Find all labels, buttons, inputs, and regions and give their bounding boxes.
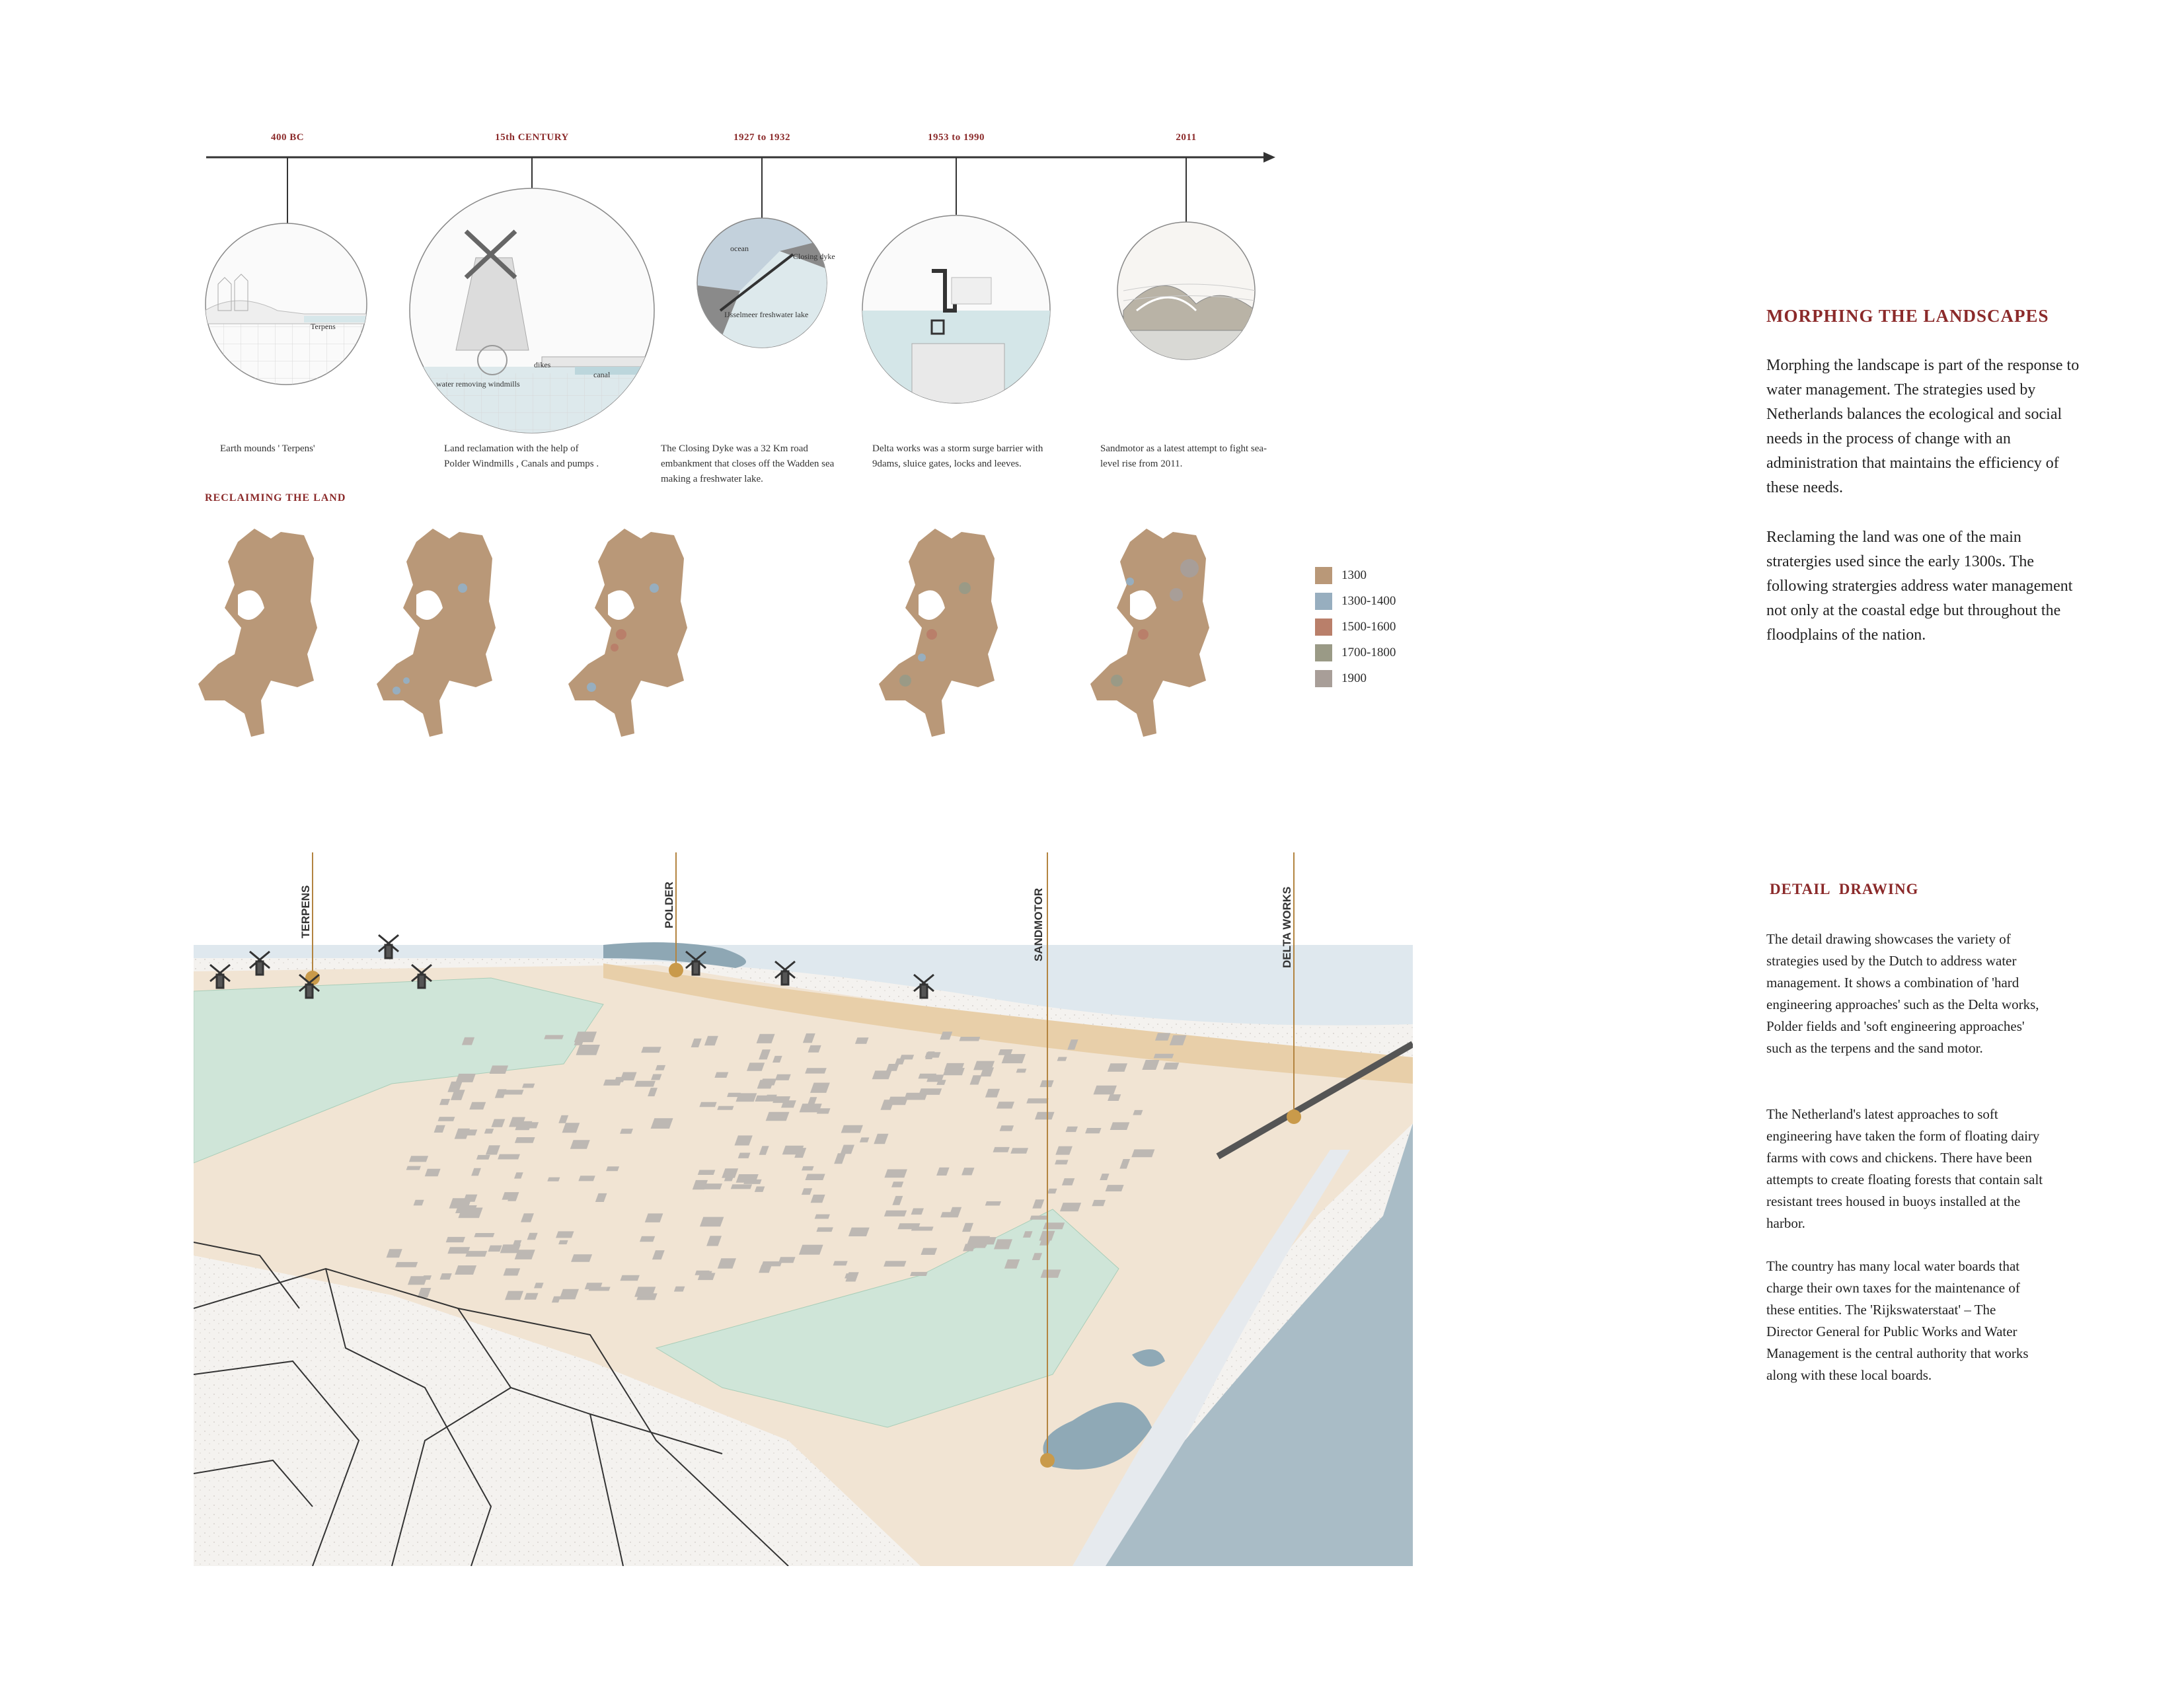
plot-block	[1043, 1222, 1065, 1229]
plot-block	[447, 1247, 470, 1254]
plot-block	[641, 1047, 661, 1053]
map-1400	[377, 529, 496, 737]
plot-block	[438, 1117, 455, 1121]
plot-block	[816, 1227, 833, 1232]
plot-block	[1065, 1127, 1078, 1132]
plot-block	[841, 1125, 863, 1133]
legend-item: 1700-1800	[1315, 644, 1396, 661]
plot-block	[1110, 1122, 1130, 1130]
map-legend	[1315, 567, 1396, 687]
plot-block	[884, 1170, 907, 1178]
legend-item: 1500-1600	[1315, 618, 1396, 636]
legend-swatch	[1315, 618, 1332, 636]
plot-block	[504, 1268, 521, 1275]
legend-swatch	[1315, 644, 1332, 661]
plot-block	[455, 1265, 476, 1275]
map-1900	[1090, 529, 1209, 737]
plot-block	[1085, 1128, 1101, 1133]
terpens-circle	[198, 223, 383, 393]
legend-swatch	[1315, 593, 1332, 610]
plot-block	[558, 1240, 568, 1244]
netherlands-maps	[192, 522, 1315, 740]
plot-block	[1016, 1068, 1027, 1072]
plot-block	[1035, 1112, 1055, 1119]
morphing-paragraph-1: Morphing the landscape is part of the response to water management. The strategies used by Netherlands balances the ecological and social needs in the process of change with an administration that maintains the efficiency of these needs.	[1766, 357, 2080, 496]
legend-swatch	[1315, 670, 1332, 687]
plot-block	[805, 1174, 825, 1181]
plot-block	[1131, 1149, 1154, 1157]
closing-dyke-label: Closing dyke	[793, 252, 835, 261]
pin-label-delta-works: DELTA WORKS	[1281, 886, 1293, 968]
detail-paragraph-2: The Netherland's latest approaches to soft engineering have taken the form of floating dairy farms with cows and chickens. There have been attempts to create floating forests that contain salt resistant trees housed in buoys installed at the harbor.	[1766, 1106, 2043, 1231]
plot-block	[1092, 1200, 1106, 1206]
timeline-date: 1927 to 1932	[734, 132, 790, 143]
plot-block	[735, 1093, 757, 1102]
plot-block	[406, 1166, 421, 1170]
plot-block	[409, 1156, 428, 1162]
plot-block	[1010, 1148, 1028, 1154]
plot-block	[1108, 1063, 1127, 1072]
plot-block	[778, 1257, 796, 1263]
timeline-date: 2011	[1176, 132, 1197, 143]
plot-block	[805, 1068, 827, 1073]
plot-block	[408, 1276, 428, 1285]
plot-block	[490, 1066, 509, 1074]
plot-block	[571, 1254, 592, 1262]
delta-works-circle	[859, 215, 1057, 410]
plot-block	[1000, 1125, 1014, 1131]
plot-block	[782, 1146, 804, 1155]
plot-block	[455, 1205, 477, 1213]
plot-block	[993, 1147, 1010, 1152]
plot-block	[524, 1293, 538, 1300]
plot-block	[1057, 1057, 1067, 1061]
pin-label-terpens: TERPENS	[299, 885, 312, 938]
plot-block	[589, 1287, 611, 1291]
reclaiming-title: RECLAIMING THE LAND	[205, 492, 346, 504]
plot-block	[606, 1166, 619, 1171]
plot-block	[425, 1169, 441, 1177]
timeline-caption: Sandmotor as a latest attempt to fight sea-level rise from 2011.	[1100, 443, 1267, 469]
morphing-paragraph-2: Reclaming the land was one of the main stratergies used since the early 1300s. The following stratergies address water management not only at the coastal edge but throughout the floodplains of the nation.	[1766, 529, 2073, 644]
timeline-date: 15th CENTURY	[495, 132, 569, 143]
plot-block	[802, 1166, 814, 1171]
map-1800	[879, 529, 998, 737]
plot-block	[547, 1178, 560, 1181]
plot-block	[1154, 1054, 1174, 1059]
pin-label-polder: POLDER	[663, 881, 675, 928]
pin-label-sandmotor: SANDMOTOR	[1032, 887, 1045, 961]
detail-title: DETAIL DRAWING	[1770, 881, 1919, 897]
plot-block	[704, 1183, 722, 1189]
plot-block	[884, 1261, 906, 1267]
windmills-label: water removing windmills	[436, 379, 520, 389]
lake-label: IJsselmeer freshwater lake	[724, 310, 809, 319]
plot-block	[1163, 1063, 1179, 1069]
plot-block	[651, 1118, 673, 1129]
plot-block	[766, 1112, 790, 1121]
plot-block	[833, 1261, 848, 1265]
plot-block	[884, 1211, 907, 1217]
plot-block	[456, 1074, 476, 1082]
plot-block	[966, 1236, 990, 1247]
plot-block	[1030, 1216, 1048, 1220]
plot-block	[500, 1244, 521, 1253]
plot-block	[959, 1037, 980, 1041]
plot-block	[578, 1176, 595, 1181]
plot-block	[574, 1031, 597, 1042]
legend-swatch	[1315, 567, 1332, 584]
plot-block	[556, 1231, 574, 1238]
plot-block	[731, 1184, 752, 1189]
timeline-arrowhead	[1263, 152, 1275, 163]
plot-block	[1094, 1086, 1117, 1095]
plot-block	[699, 1102, 716, 1107]
plot-block	[1060, 1203, 1081, 1211]
dikes-label: dikes	[534, 360, 551, 369]
plot-block	[891, 1181, 903, 1187]
detail-drawing	[194, 846, 1413, 1566]
plot-block	[634, 1287, 656, 1296]
timeline-date: 1953 to 1990	[928, 132, 985, 143]
plot-block	[1026, 1098, 1048, 1104]
plot-block	[476, 1155, 490, 1160]
legend-item: 1300-1400	[1315, 593, 1396, 610]
plot-block	[747, 1063, 765, 1070]
plot-block	[872, 1070, 892, 1079]
plot-block	[714, 1072, 728, 1078]
map-1600	[568, 529, 687, 737]
plot-block	[918, 1074, 936, 1079]
timeline-graphic	[0, 0, 1322, 463]
canal-label: canal	[593, 370, 611, 379]
detail-paragraph-1: The detail drawing showcases the variety of strategies used by the Dutch to address water management. It shows a combination of 'hard engineering approaches' such as the Delta works, Polder fields and 'soft engineering approaches' such as the terpens and the sand motor.	[1766, 931, 2039, 1056]
plot-block	[911, 1226, 934, 1230]
terpens-label: Terpens	[311, 322, 336, 331]
plot-block	[576, 1045, 600, 1055]
plot-block	[620, 1275, 640, 1281]
closing-dyke-circle	[687, 218, 835, 357]
plot-block	[515, 1137, 535, 1143]
plot-block	[446, 1237, 465, 1242]
plot-block	[508, 1197, 517, 1201]
plot-block	[498, 1154, 520, 1160]
plot-block	[997, 1102, 1014, 1108]
plot-block	[504, 1090, 523, 1094]
timeline-caption: Earth mounds ' Terpens'	[220, 443, 315, 454]
plot-block	[465, 1251, 487, 1257]
sandmotor-circle	[1117, 222, 1256, 363]
plot-block	[570, 1140, 590, 1148]
plot-block	[1106, 1185, 1124, 1191]
plot-block	[738, 1153, 751, 1158]
map-1300	[198, 529, 317, 737]
plot-block	[522, 1084, 535, 1088]
timeline-caption: The Closing Dyke was a 32 Km road embankment that closes off the Wadden sea making a freshwater lake.	[661, 443, 835, 484]
plot-block	[488, 1246, 502, 1252]
plot-block	[1055, 1160, 1068, 1164]
plot-block	[904, 1093, 928, 1100]
plot-block	[474, 1233, 494, 1237]
plot-block	[910, 1272, 928, 1276]
plot-block	[698, 1170, 716, 1176]
plot-block	[921, 1248, 937, 1255]
legend-item: 1900	[1315, 670, 1396, 687]
plot-block	[544, 1035, 564, 1039]
legend-item: 1300	[1315, 567, 1396, 584]
ocean-label: ocean	[730, 244, 749, 253]
plot-block	[815, 1215, 830, 1219]
timeline-caption: Land reclamation with the help of Polder Windmills , Canals and pumps .	[444, 443, 599, 469]
plot-block	[717, 1106, 734, 1110]
plot-block	[848, 1228, 870, 1236]
plot-block	[620, 1129, 633, 1134]
plot-block	[700, 1217, 724, 1227]
morphing-title: MORPHING THE LANDSCAPES	[1766, 306, 2049, 326]
plot-block	[775, 1074, 791, 1080]
plot-block	[800, 1104, 822, 1112]
plot-block	[395, 1262, 418, 1267]
timeline-date: 400 BC	[270, 132, 305, 143]
plot-block	[944, 1063, 964, 1070]
plot-block	[855, 1037, 869, 1044]
windmill-circle	[410, 188, 661, 446]
plot-block	[985, 1201, 1001, 1206]
plot-block	[640, 1236, 655, 1242]
plot-block	[799, 1245, 823, 1255]
plot-block	[845, 1273, 856, 1279]
detail-paragraph-3: The country has many local water boards that charge their own taxes for the maintenance of these entities. The 'Rijkswaterstaat' – The Director General for Public Works and Water Management is the central authority that works along with these local boards.	[1766, 1258, 2029, 1383]
plot-block	[1041, 1269, 1061, 1277]
plot-block	[674, 1287, 685, 1292]
plot-block	[634, 1081, 656, 1087]
plot-block	[469, 1102, 486, 1109]
plot-block	[743, 1180, 761, 1184]
plot-block	[1002, 1054, 1026, 1063]
plot-block	[973, 1061, 995, 1070]
timeline-caption: Delta works was a storm surge barrier with 9dams, sluice gates, locks and leeves.	[872, 443, 1043, 469]
